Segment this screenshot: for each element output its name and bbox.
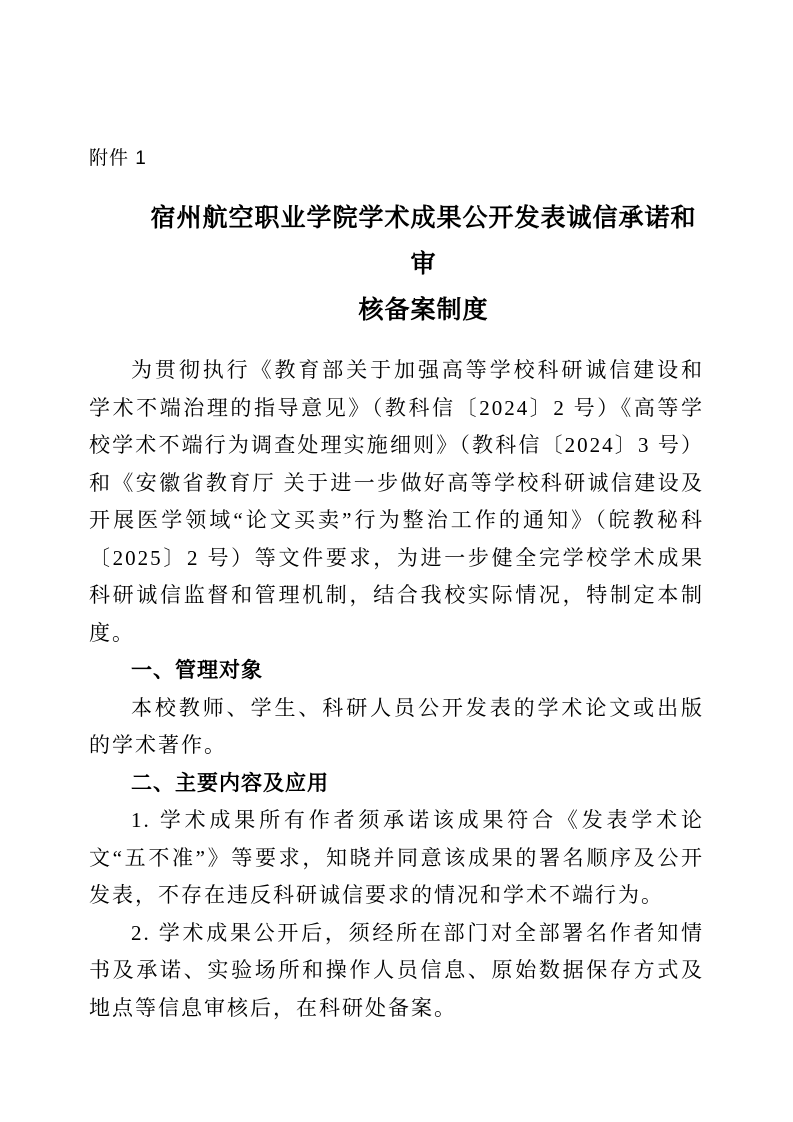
- section-heading-2: 二、主要内容及应用: [131, 771, 329, 795]
- document-body: [89, 352, 704, 1027]
- document-title-line-2: 核备案制度: [358, 297, 489, 324]
- paragraph-item-1: 1. 学术成果所有作者须承诺该成果符合《发表学术论文“五不准”》等要求，知晓并同意该成果的署名顺序及公开发表，不存在违反科研诚信要求的情况和学术不端行为。: [89, 808, 704, 907]
- document-title-line-1: 宿州航空职业学院学术成果公开发表诚信承诺和审: [150, 205, 697, 278]
- paragraph-item-2: 2. 学术成果公开后，须经所在部门对全部署名作者知情书及承诺、实验场所和操作人员信息、原始数据保存方式及地点等信息审核后，在科研处备案。: [89, 920, 704, 1020]
- attachment-label: 附件 1: [89, 148, 147, 169]
- document-title: [89, 196, 704, 334]
- section-heading-1: 一、管理对象: [131, 659, 263, 682]
- paragraph-preamble: 为贯彻执行《教育部关于加强高等学校科研诚信建设和学术不端治理的指导意见》（教科信〔2024〕2 号）《高等学校学术不端行为调查处理实施细则》（教科信〔2024〕3 号）和《安徽省教育厅 关于进一步做好高等学校科研诚信建设及开展医学领域“论文买卖”行为整治工作的通知》（皖教秘科〔2025〕2 号）等文件要求，为进一步健全完学校学术成果科研诚信监督和管理机制，结合我校实际情况，特制定本制度。: [89, 358, 704, 645]
- paragraph-scope: 本校教师、学生、科研人员公开发表的学术论文或出版的学术著作。: [89, 695, 704, 757]
